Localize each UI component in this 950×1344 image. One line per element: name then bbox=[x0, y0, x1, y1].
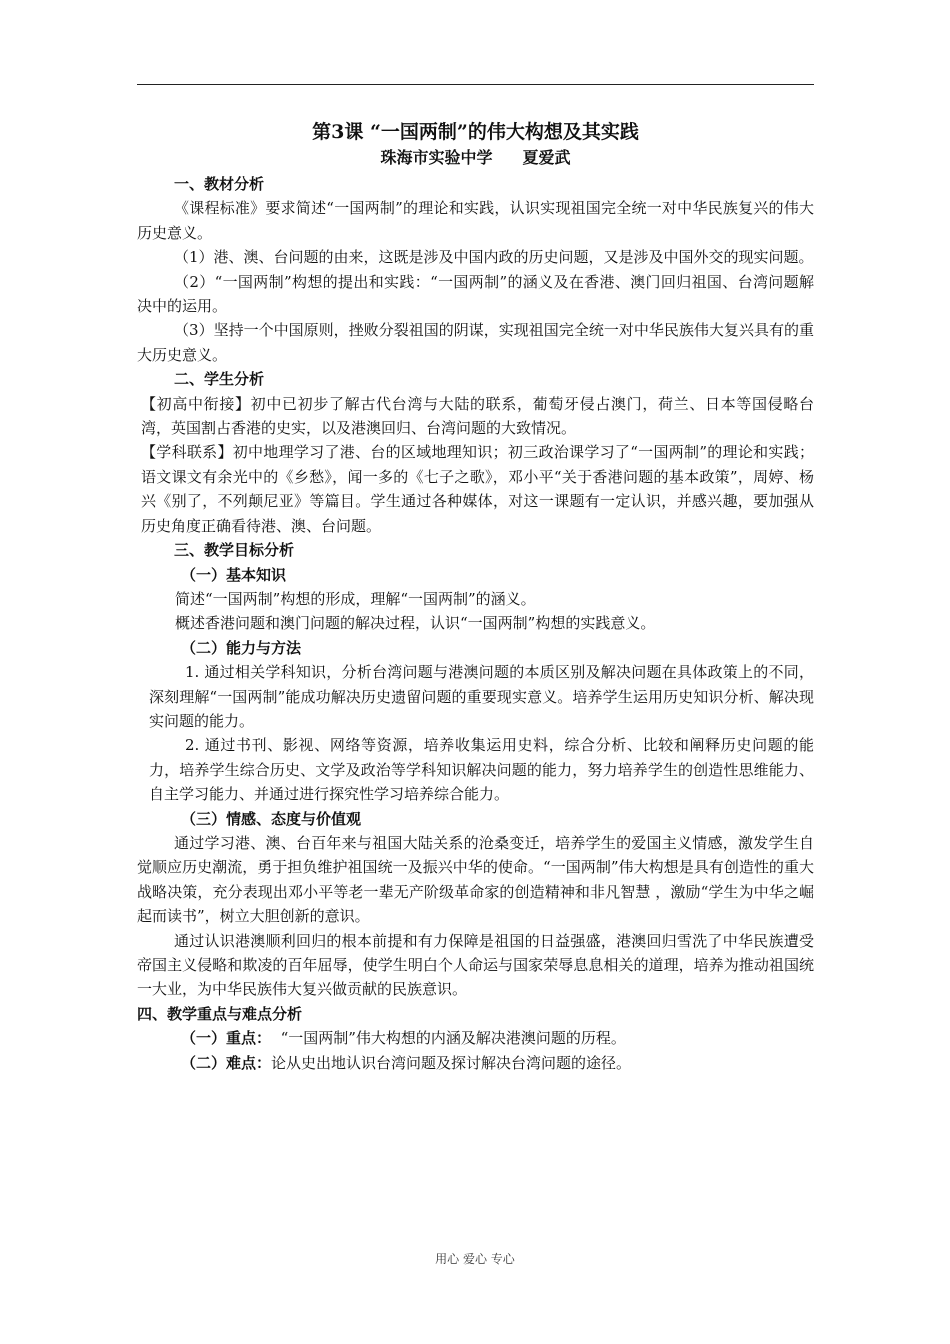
paragraph: （1）港、澳、台问题的由来，这既是涉及中国内政的历史问题，又是涉及中国外交的现实问题。 bbox=[174, 248, 814, 267]
header-rule bbox=[137, 84, 814, 85]
key-text: “一国两制”伟大构想的内涵及解决港澳问题的历程。 bbox=[280, 1029, 626, 1048]
paragraph: 【学科联系】初中地理学习了港、台的区域地理知识；初三政治课学习了“一国两制”的理论和实践；语文课文有余光中的《乡愁》，闻一多的《七子之歌》，邓小平“关于香港问题的基本政策”，周婷、杨兴《别了，不列颠尼亚》等篇目。学生通过各种媒体，对这一课题有一定认识，并感兴趣，要加强从历史角度正确看待港、澳、台问题。 bbox=[141, 443, 814, 535]
paragraph: 1. 通过相关学科知识，分析台湾问题与港澳问题的本质区别及解决问题在具体政策上的不同， 深刻理解“一国两制”能成功解决历史遗留问题的重要现实意义。培养学生运用历史知识分析、解决现实问题的能力。 bbox=[149, 663, 814, 730]
page-title: 第3课 “一国两制”的伟大构想及其实践 bbox=[312, 121, 639, 143]
key-point-line bbox=[137, 1026, 814, 1050]
section-heading-key-points: 四、教学重点与难点分析 bbox=[137, 1004, 303, 1023]
paragraph: 《课程标准》要求简述“一国两制”的理论和实践，认识实现祖国完全统一对中华民族复兴的伟大历史意义。 bbox=[137, 199, 814, 242]
difficulty-line bbox=[137, 1051, 814, 1075]
author-name: 夏爱武 bbox=[522, 148, 571, 167]
key-label: （一）重点： bbox=[181, 1029, 272, 1048]
paragraph: 简述“一国两制”构想的形成，理解“一国两制”的涵义。 bbox=[175, 589, 536, 608]
document-body bbox=[137, 118, 814, 1075]
section-heading-objectives: 三、教学目标分析 bbox=[174, 541, 295, 560]
paragraph: 2. 通过书刊、影视、网络等资源，培养收集运用史料，综合分析、比较和阐释历史问题的能力，培养学生综合历史、文学及政治等学科知识解决问题的能力，努力培养学生的创造性思维能力、自主学习能力、并通过进行探究性学习培养综合能力。 bbox=[149, 736, 814, 804]
byline bbox=[137, 146, 814, 170]
paragraph: 概述香港问题和澳门问题的解决过程，认识“一国两制”构想的实践意义。 bbox=[175, 614, 656, 633]
difficulty-text: 论从史出地认识台湾问题及探讨解决台湾问题的途径。 bbox=[271, 1053, 632, 1072]
subheading-ability: （二）能力与方法 bbox=[181, 638, 302, 657]
subheading-knowledge: （一）基本知识 bbox=[181, 565, 287, 584]
section-heading-textbook: 一、教材分析 bbox=[174, 175, 265, 193]
paragraph: （3）坚持一个中国原则，挫败分裂祖国的阴谋，实现祖国完全统一对中华民族伟大复兴具有的重大历史意义。 bbox=[137, 321, 814, 364]
paragraph: （2）“一国两制”构想的提出和实践：“一国两制”的涵义及在香港、澳门回归祖国、台湾问题解决中的运用。 bbox=[137, 272, 814, 316]
difficulty-label: （二）难点： bbox=[181, 1053, 272, 1072]
paragraph: 【初高中衔接】初中已初步了解古代台湾与大陆的联系，葡萄牙侵占澳门，荷兰、日本等国侵略台湾，英国割占香港的史实，以及港澳回归、台湾问题的大致情况。 bbox=[141, 394, 814, 438]
school-name: 珠海市实验中学 bbox=[380, 148, 493, 167]
page-footer: 用心 爱心 专心 bbox=[435, 1252, 515, 1266]
subheading-values: （三）情感、态度与价值观 bbox=[181, 809, 362, 828]
paragraph: 通过学习港、澳、台百年来与祖国大陆关系的沧桑变迁，培养学生的爱国主义情感，激发学生自觉顺应历史潮流，勇于担负维护祖国统一及振兴中华的使命。“一国两制”伟大构想是具有创造性的重大战略决策，充分表现出邓小平等老一辈无产阶级革命家的创造精神和非凡智慧 ，激励“学生为中华之崛起而读书”，树立大胆创新的意识。 bbox=[137, 833, 814, 926]
section-heading-students: 二、学生分析 bbox=[174, 370, 265, 389]
paragraph: 通过认识港澳顺利回归的根本前提和有力保障是祖国的日益强盛，港澳回归雪洗了中华民族遭受帝国主义侵略和欺凌的百年屈辱，使学生明白个人命运与国家荣辱息息相关的道理，培养为推动祖国统一大业，为中华民族伟大复兴做贡献的民族意识。 bbox=[137, 931, 814, 999]
